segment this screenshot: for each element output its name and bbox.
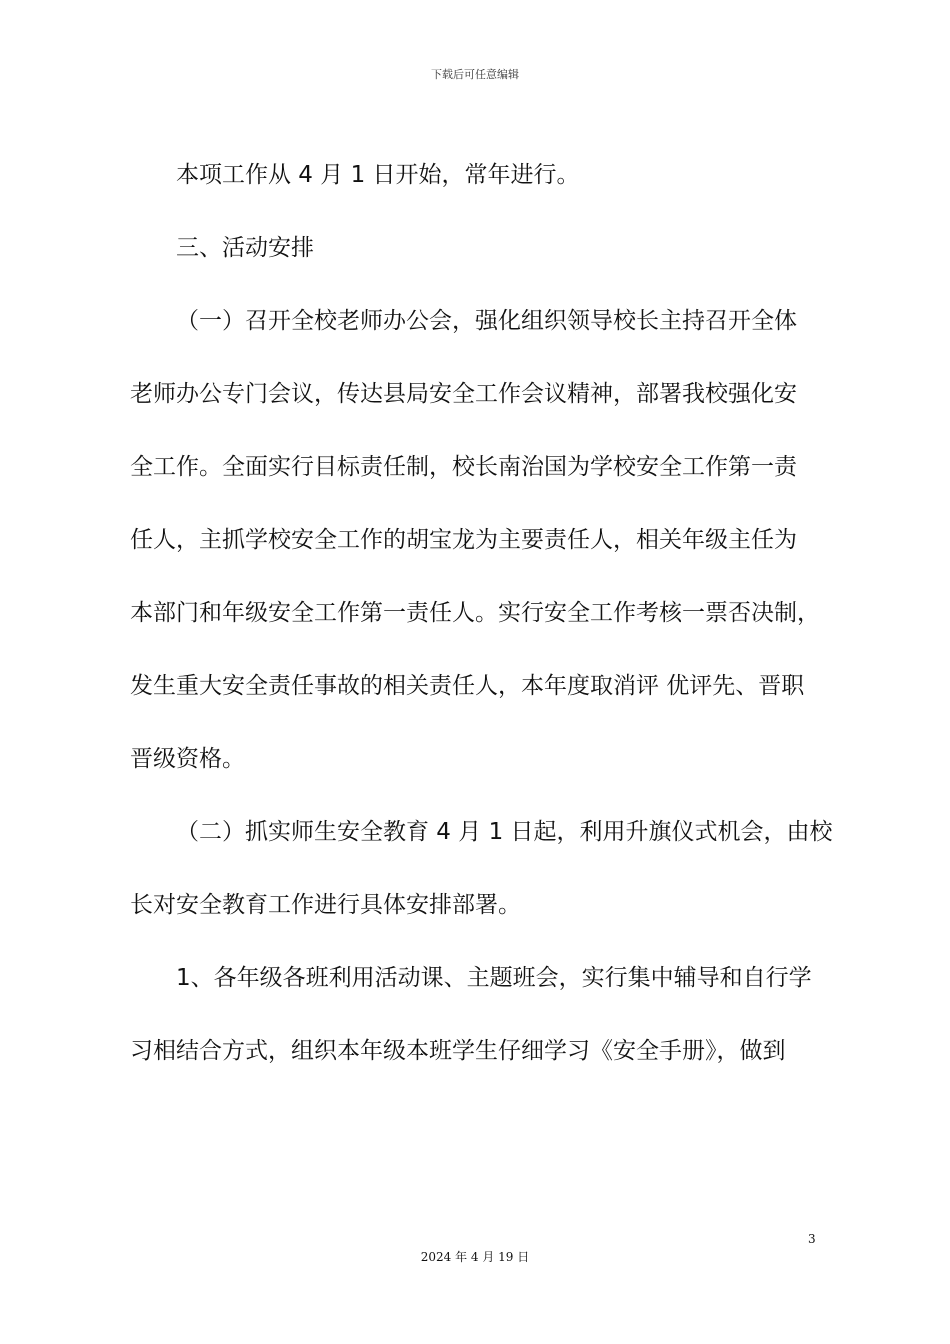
paragraph-line: 习相结合方式，组织本年级本班学生仔细学习《安全手册》，做到	[130, 1038, 786, 1064]
page-header: 下载后可任意编辑	[431, 68, 519, 81]
paragraph-line: 任人，主抓学校安全工作的胡宝龙为主要责任人，相关年级主任为	[130, 527, 797, 553]
page-number: 3	[808, 1232, 816, 1246]
paragraph-line: （二）抓实师生安全教育 4 月 1 日起，利用升旗仪式机会，由校	[176, 819, 833, 845]
paragraph-line: （一）召开全校老师办公会，强化组织领导校长主持召开全体	[176, 308, 797, 334]
paragraph-line: 晋级资格。	[130, 746, 245, 772]
paragraph-line: 长对安全教育工作进行具体安排部署。	[130, 892, 521, 918]
paragraph-line: 本部门和年级安全工作第一责任人。实行安全工作考核一票否决制，	[130, 600, 820, 626]
paragraph-line: 1、各年级各班利用活动课、主题班会，实行集中辅导和自行学	[176, 965, 812, 991]
document-body	[130, 154, 833, 1103]
paragraph-line: 老师办公专门会议，传达县局安全工作会议精神，部署我校强化安	[130, 381, 797, 407]
section-heading: 三、活动安排	[176, 235, 314, 261]
paragraph-line: 本项工作从 4 月 1 日开始，常年进行。	[176, 162, 580, 188]
paragraph-line: 全工作。全面实行目标责任制，校长南治国为学校安全工作第一责	[130, 454, 797, 480]
paragraph-line: 发生重大安全责任事故的相关责任人，本年度取消评 优评先、晋职	[130, 673, 805, 699]
footer-date: 2024 年 4 月 19 日	[420, 1250, 530, 1264]
